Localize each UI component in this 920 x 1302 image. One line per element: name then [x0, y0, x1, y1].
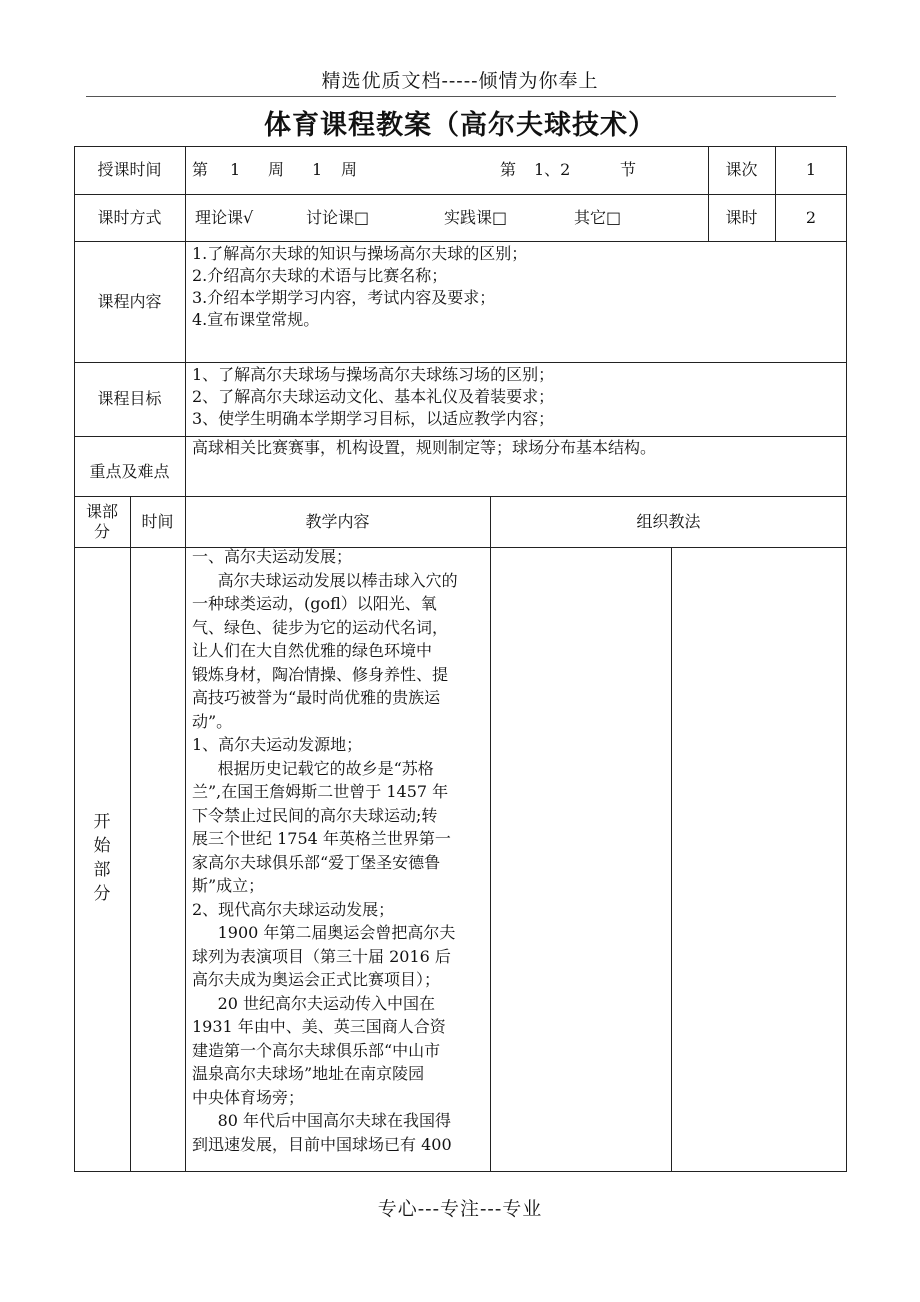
content-item: 1.了解高尔夫球的知识与操场高尔夫球的区别；	[192, 244, 528, 263]
row-divider	[74, 362, 847, 363]
section-suffix: 节	[620, 160, 637, 179]
body-line: 斯”成立；	[192, 876, 265, 895]
option-theory: 理论课√	[195, 208, 254, 227]
body-line: 中央体育场旁；	[192, 1087, 305, 1107]
teaching-content-header: 教学内容	[305, 511, 370, 531]
body-line: 根据历史记载它的故乡是“苏格	[217, 758, 434, 778]
course-goals-list	[192, 364, 832, 430]
content-item: 2.介绍高尔夫球的术语与比赛名称；	[192, 266, 448, 285]
body-line: 一种球类运动，(gofl）以阳光、氧	[192, 594, 437, 613]
section-label-char: 分	[93, 884, 111, 904]
body-line: 家高尔夫球俱乐部“爱丁堡圣安德鲁	[192, 852, 441, 872]
body-line: 到迅速发展，目前中国球场已有 400	[192, 1134, 452, 1154]
body-line: 球列为表演项目（第三十届 2016 后	[192, 946, 451, 966]
body-line: 1、高尔夫运动发源地；	[192, 735, 363, 754]
class-hours-label: 课时	[725, 207, 758, 227]
body-line: 锻炼身材，陶冶情操、修身养性、提	[192, 664, 449, 684]
body-line: 让人们在大自然优雅的绿色环境中	[192, 641, 433, 660]
part-header	[74, 496, 130, 547]
body-line: 建造第一个高尔夫球俱乐部“中山市	[192, 1040, 441, 1060]
section-label	[92, 810, 112, 906]
part-time-divider	[130, 496, 131, 1172]
body-line: 高技巧被誉为“最时尚优雅的贵族运	[192, 688, 441, 707]
option-practice: 实践课□	[444, 208, 508, 227]
table-border-right	[846, 146, 847, 1172]
content-item: 3.介绍本学期学习内容，考试内容及要求；	[192, 288, 496, 307]
lesson-count-label: 课次	[725, 160, 758, 179]
option-other: 其它□	[574, 208, 622, 227]
section-label-char: 始	[93, 836, 111, 856]
goal-item: 3、使学生明确本学期学习目标，以适应教学内容；	[192, 409, 555, 428]
body-line: 展三个世纪 1754 年英格兰世界第一	[192, 829, 451, 848]
time-content-divider	[185, 496, 186, 1172]
course-content-list	[192, 243, 832, 331]
course-content-label: 课程内容	[97, 291, 162, 311]
section-prefix: 第	[500, 160, 517, 179]
key-points-text: 高球相关比赛赛事，机构设置，规则制定等；球场分布基本结构。	[192, 438, 657, 457]
course-goals-label: 课程目标	[97, 389, 162, 408]
page-header: 精选优质文档-----倾情为你奉上	[321, 70, 599, 92]
table-border-bottom	[74, 1171, 847, 1172]
content-item: 4.宣布课堂常规。	[192, 310, 320, 329]
week-number-2: 1	[312, 160, 323, 179]
body-line: 温泉高尔夫球场”地址在南京陵园	[192, 1064, 425, 1083]
teaching-method-header: 组织教法	[636, 511, 701, 531]
row-divider	[74, 241, 847, 242]
section-label-char: 部	[93, 860, 111, 880]
key-points-label: 重点及难点	[89, 462, 170, 481]
body-line: 兰”,在国王詹姆斯二世曾于 1457 年	[192, 782, 449, 801]
body-line: 2、现代高尔夫球运动发展；	[192, 899, 395, 919]
section-number: 1、2	[534, 160, 571, 179]
label-column-divider	[185, 146, 186, 496]
week-mid: 周	[268, 160, 285, 179]
lesson-plan-table	[74, 146, 847, 1172]
option-discussion: 讨论课□	[306, 208, 370, 227]
body-line: 高尔夫球运动发展以棒击球入穴的	[217, 570, 458, 590]
method-inner-divider	[671, 547, 672, 1172]
goal-item: 1、了解高尔夫球场与操场高尔夫球练习场的区别；	[192, 365, 555, 384]
section-label-char: 开	[93, 812, 111, 832]
week-prefix: 第	[192, 160, 209, 179]
week-number: 1	[230, 160, 241, 179]
document-title: 体育课程教案（高尔夫球技术）	[264, 110, 656, 141]
body-line: 1900 年第二届奥运会曾把高尔夫	[217, 923, 456, 942]
body-line: 80 年代后中国高尔夫球在我国得	[217, 1111, 452, 1130]
lesson-count-value: 1	[805, 160, 817, 179]
body-line: 高尔夫成为奥运会正式比赛项目）；	[192, 970, 441, 989]
part-header-text: 课部分	[85, 501, 118, 541]
teaching-time-label: 授课时间	[97, 160, 162, 179]
class-mode-label: 课时方式	[97, 207, 162, 227]
body-line: 一、高尔夫运动发展；	[192, 547, 353, 566]
goal-item: 2、了解高尔夫球运动文化、基本礼仪及着装要求；	[192, 387, 555, 406]
class-hours-value: 2	[805, 207, 817, 227]
section-body	[192, 545, 492, 1156]
page-footer: 专心---专注---专业	[377, 1198, 543, 1220]
body-line: 动”。	[192, 711, 233, 731]
body-line: 下令禁止过民间的高尔夫球运动;转	[192, 805, 438, 825]
week-suffix: 周	[341, 160, 358, 179]
body-line: 20 世纪高尔夫运动传入中国在	[217, 993, 436, 1013]
body-line: 气、绿色、徒步为它的运动代名词，	[192, 617, 449, 637]
body-line: 1931 年由中、美、英三国商人合资	[192, 1017, 446, 1036]
time-header: 时间	[141, 511, 174, 531]
header-divider	[86, 96, 836, 97]
